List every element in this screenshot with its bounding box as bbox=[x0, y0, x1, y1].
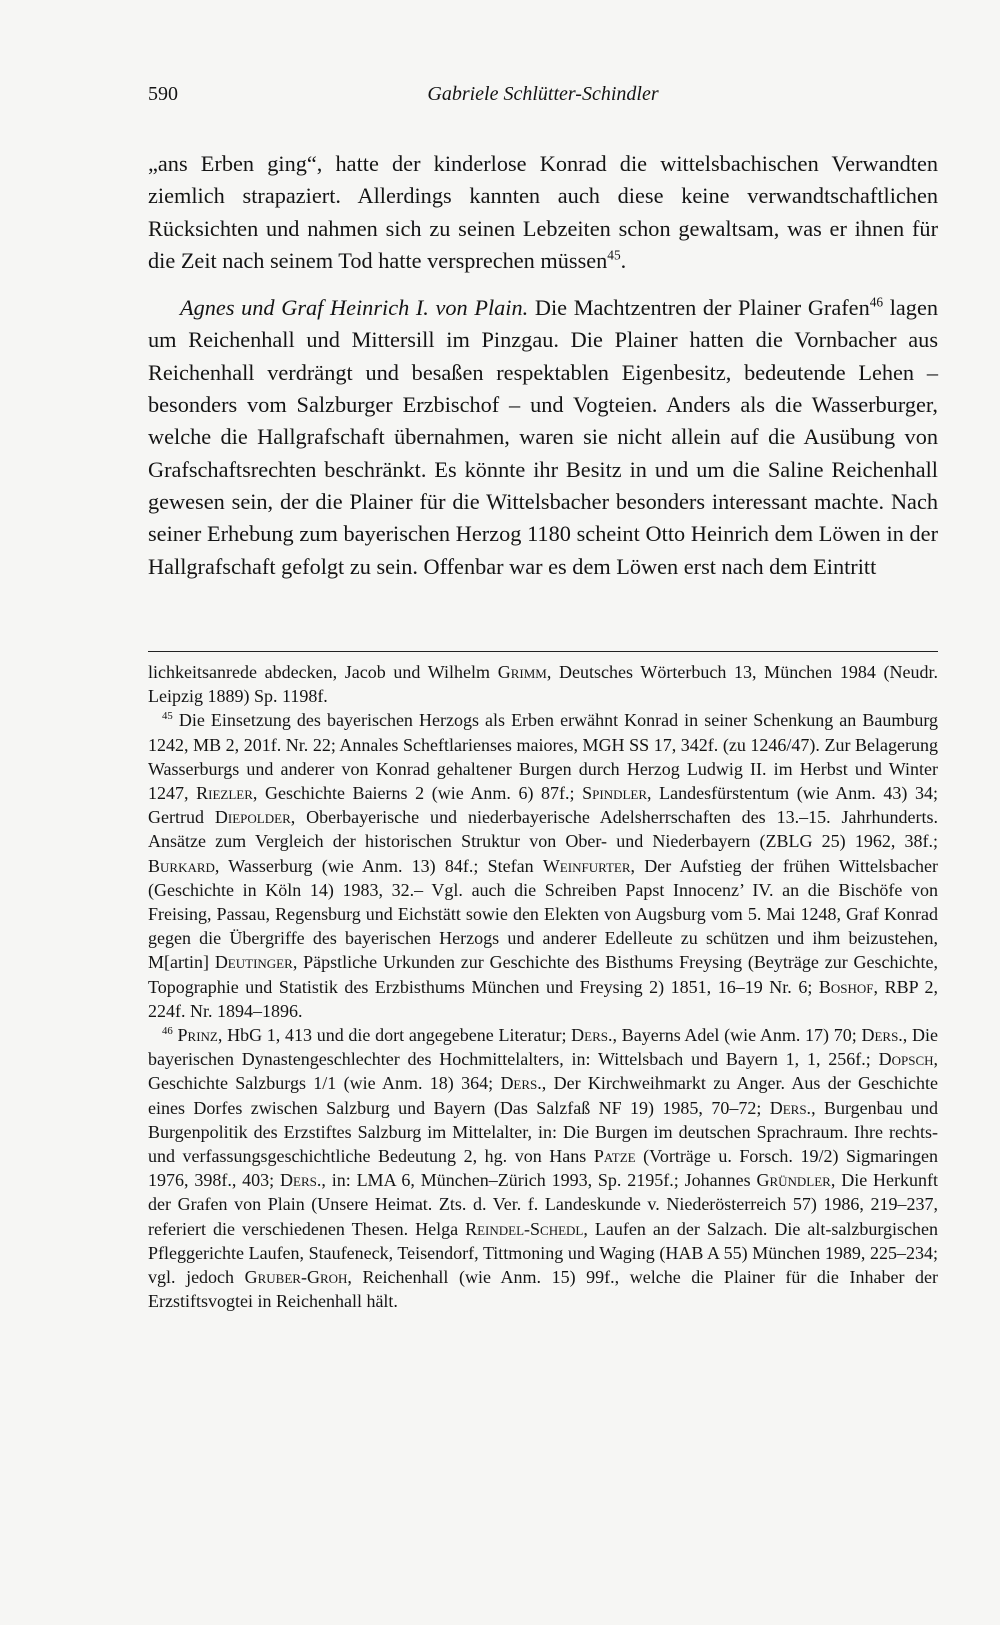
footnote-45 bbox=[148, 708, 938, 1023]
footnote-number: 46 bbox=[162, 1025, 173, 1038]
author-name: Diepolder bbox=[214, 807, 291, 828]
footnote-46 bbox=[148, 1023, 938, 1313]
fn-text: , Burgenbau und Burgenpolitik des Erzstiftes Salzburg im Mittelalter, in: Die Burgen im deutschen Sprachraum. Ihre rechts- und verfassungsgeschichtliche Bedeutung 2, hg. von Hans bbox=[148, 1097, 938, 1167]
fn-text: , Oberbayerische und niederbayerische Adelsherrschaften des 13.–15. Jahrhunderts. Ansätze zum Vergleich der historischen Struktur von Ober- und Niederbayern (ZBLG 25) 1962, 38f.; bbox=[148, 807, 938, 852]
fn-text: , Päpstliche Urkunden zur Geschichte des Bisthums Freysing (Beyträge zur Geschichte, Topographie und Statistik des Erzbisthums München und Freysing 2) 1851, 16–19 Nr. 6; bbox=[148, 952, 938, 997]
author-name: Weinfurter bbox=[542, 855, 631, 876]
fn-text: , Landesfürstentum (wie Anm. 43) 34; Gertrud bbox=[148, 783, 939, 828]
fn-text: , Die Herkunft der Grafen von Plain (Unsere Heimat. Zts. d. Ver. f. Landeskunde v. Niederösterreich 57) 1986, 219–237, referiert die verschiedenen Thesen. Helga bbox=[148, 1170, 939, 1239]
author-name: Burkard bbox=[148, 855, 215, 876]
author-name: Ders. bbox=[280, 1170, 322, 1191]
footnote-continuation bbox=[148, 660, 938, 708]
fn-text: , Die bayerischen Dynastengeschlechter des Hochmittelalters, in: Wittelsbach und Bayern 1, 1, 256f.; bbox=[148, 1025, 938, 1070]
fn-text: , HbG 1, 413 und die dort angegebene Literatur; bbox=[217, 1025, 572, 1046]
running-title: Gabriele Schlütter-Schindler bbox=[427, 83, 659, 105]
author-name: Riezler bbox=[196, 783, 253, 804]
paragraph-2-text-a: Die Machtzentren der Plainer Grafen bbox=[528, 295, 870, 321]
author-name: Spindler bbox=[582, 783, 648, 804]
author-name: Gründler bbox=[756, 1170, 831, 1191]
author-name: Ders. bbox=[500, 1073, 542, 1094]
author-name: Ders. bbox=[769, 1097, 812, 1118]
footnote-ref-46[interactable]: 46 bbox=[869, 294, 884, 310]
book-page bbox=[148, 0, 938, 1625]
fn-text: , Der Kirchweihmarkt zu Anger. Aus der Geschichte eines Dorfes zwischen Salzburg und Bayern (Das Salzfaß NF 19) 1985, 70–72; bbox=[148, 1073, 938, 1118]
fn-text: lichkeitsanrede abdecken, Jacob und Wilhelm bbox=[148, 662, 498, 682]
fn-text: , RBP 2, 224f. Nr. 1894–1896. bbox=[148, 976, 938, 1021]
paragraph-2 bbox=[148, 292, 938, 583]
fn-text: , Reichenhall (wie Anm. 15) 99f., welche die Plainer für die Inhaber der Erzstiftsvogtei in Reichenhall hält. bbox=[148, 1267, 938, 1312]
author-name: Grimm bbox=[497, 662, 547, 682]
author-name: Ders. bbox=[861, 1025, 903, 1046]
paragraph-2-text-b: lagen um Reichenhall und Mittersill im Pinzgau. Die Plainer hatten die Vornbacher aus Reichenhall verdrängt und besaßen respektablen Eigenbesitz, bedeutende Lehen – besonders vom Salzburger Erzbischof – und Vogteien. Anders als die Wasserburger, welche die Hallgrafschaft übernahmen, waren sie nicht allein auf die Ausübung von Grafschaftsrechten beschränkt. Es könnte ihr Besitz in und um die Saline Reichenhall gewesen sein, der die Plainer für die Wittelsbacher besonders interessant machte. Nach seiner Erhebung zum bayerischen Herzog 1180 scheint Otto Heinrich dem Löwen in der Hallgrafschaft gefolgt zu sein. Offenbar war es dem Löwen erst nach dem Eintritt bbox=[148, 295, 939, 579]
fn-text: Die Einsetzung des bayerischen Herzogs als Erben erwähnt Konrad in seiner Schenkung an Baumburg 1242, MB 2, 201f. Nr. 22; Annales Scheftlarienses maiores, MGH SS 17, 342f. (zu 1246/47). Zur Belagerung Wasserburgs und anderer von Konrad gehaltener Burgen durch Herzog Ludwig II. im Herbst und Winter 1247, bbox=[148, 710, 938, 804]
footnotes bbox=[148, 660, 938, 1313]
paragraph-1 bbox=[148, 148, 938, 277]
author-name: Patze bbox=[593, 1146, 636, 1167]
fn-text: , Der Aufstieg der frühen Wittelsbacher (Geschichte in Köln 14) 1983, 32.– Vgl. auch die Schreiben Papst Innocenz’ IV. an die Bischöfe von Freising, Passau, Regensburg und Eichstätt sowie den Elekten von Augsburg vom 5. Mai 1248, Graf Konrad gegen die Übergriffe des bayerischen Herzogs und anderer Edelleute zu schützen und ihm beizustehen, M[artin] bbox=[148, 855, 938, 973]
section-heading: Agnes und Graf Heinrich I. von Plain. bbox=[180, 295, 529, 321]
author-name: Ders. bbox=[571, 1025, 613, 1046]
fn-text: , Geschichte Baierns 2 (wie Anm. 6) 87f.; bbox=[252, 783, 583, 804]
author-name: Dopsch bbox=[878, 1049, 934, 1070]
fn-text: , Bayerns Adel (wie Anm. 17) 70; bbox=[612, 1025, 862, 1046]
fn-text: , Wasserburg (wie Anm. 13) 84f.; Stefan bbox=[214, 855, 543, 876]
fn-text: , in: LMA 6, München–Zürich 1993, Sp. 2195f.; Johannes bbox=[321, 1170, 757, 1191]
author-name: Reindel-Schedl bbox=[465, 1218, 584, 1239]
author-name: Deutinger bbox=[214, 952, 293, 973]
author-name: Boshof bbox=[818, 976, 874, 997]
author-name: Gruber-Groh bbox=[244, 1267, 348, 1288]
footnote-divider bbox=[148, 651, 938, 652]
running-head bbox=[148, 83, 938, 113]
fn-text: , Geschichte Salzburgs 1/1 (wie Anm. 18) 364; bbox=[148, 1049, 938, 1094]
page-number: 590 bbox=[148, 83, 178, 105]
fn-text: , Deutsches Wörterbuch 13, München 1984 (Neudr. Leipzig 1889) Sp. 1198f. bbox=[148, 662, 939, 707]
fn-text: (Vorträge u. Forsch. 19/2) Sigmaringen 1976, 398f., 403; bbox=[148, 1146, 938, 1191]
footnote-ref-45[interactable]: 45 bbox=[607, 247, 621, 263]
paragraph-1-text: „ans Erben ging“, hatte der kinderlose Konrad die wittelsbachischen Verwandten ziemlich strapaziert. Allerdings kannten auch diese keine verwandtschaftlichen Rücksichten und nahmen sich zu seinen Lebzeiten schon gewaltsam, was er ihnen für die Zeit nach seinem Tod hatte versprechen müssen bbox=[148, 151, 938, 273]
paragraph-1-end: . bbox=[620, 247, 627, 273]
fn-text: , Laufen an der Salzach. Die alt-salzburgischen Pfleggerichte Laufen, Staufeneck, Teisendorf, Tittmoning und Waging (HAB A 55) München 1989, 225–234; vgl. jedoch bbox=[148, 1218, 938, 1288]
main-text bbox=[148, 148, 938, 583]
footnote-number: 45 bbox=[162, 710, 173, 723]
author-name: Prinz bbox=[177, 1025, 218, 1046]
